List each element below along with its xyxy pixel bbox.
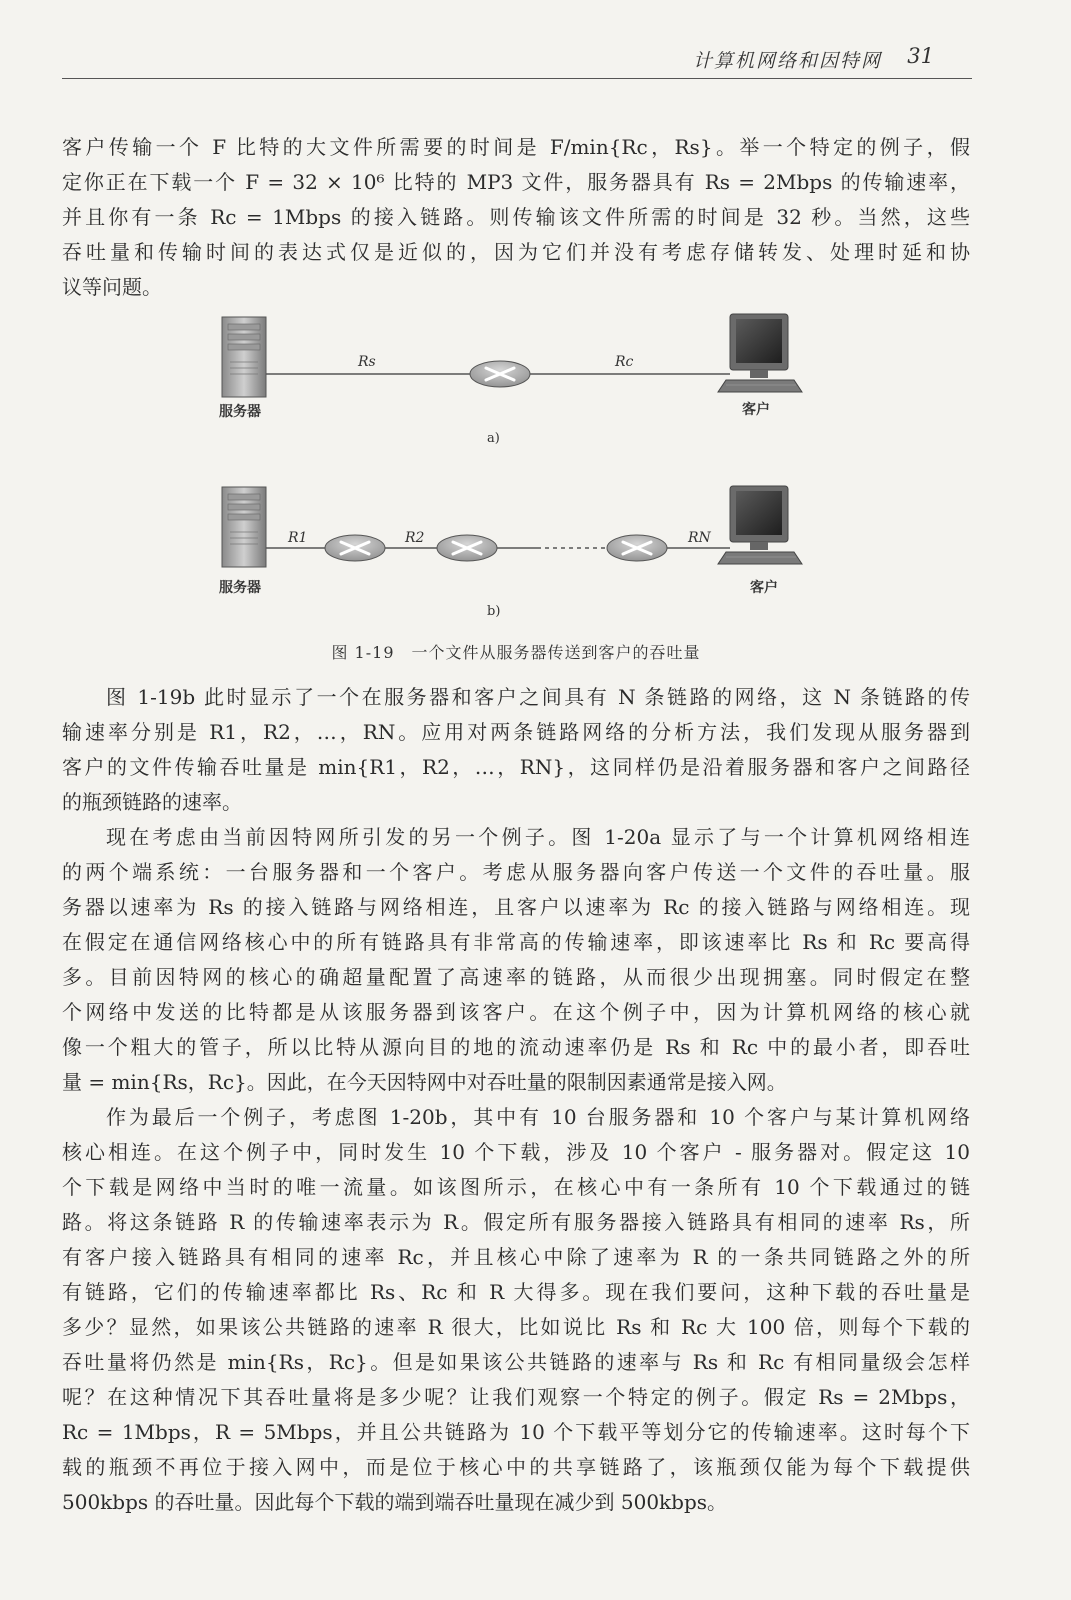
paragraph-4 [62, 1100, 970, 1520]
text-line: 务器以速率为 Rs 的接入链路与网络相连，且客户以速率为 Rc 的接入链路与网络相连。现 [62, 895, 970, 919]
text-line: 现在考虑由当前因特网所引发的另一个例子。图 1-20a 显示了与一个计算机网络相连 [106, 825, 970, 849]
rate-label-rn: RN [688, 530, 711, 546]
text-line: 并且你有一条 Rc = 1Mbps 的接入链路。则传输该文件所需的时间是 32 秒。当然，这些 [62, 205, 970, 229]
text-line: 呢？在这种情况下其吞吐量将是多少呢？让我们观察一个特定的例子。假定 Rs = 2Mbps， [62, 1385, 970, 1409]
text-line: 500kbps 的吞吐量。因此每个下载的端到端吞吐量现在减少到 500kbps。 [62, 1490, 728, 1514]
router-icon [325, 535, 385, 561]
paragraph-1 [62, 130, 970, 305]
client-computer-icon [718, 486, 802, 564]
router-icon [470, 361, 530, 387]
figure-1-19 [62, 312, 970, 687]
server-icon [222, 487, 266, 567]
text-line: 个下载是网络中当时的唯一流量。如该图所示，在核心中有一条所有 10 个下载通过的链 [62, 1175, 970, 1199]
server-icon [222, 317, 266, 397]
book-title: 计算机网络和因特网 [692, 50, 882, 72]
text-line: 在假定在通信网络核心中的所有链路具有非常高的传输速率，即该速率比 Rs 和 Rc 要高得 [62, 930, 970, 954]
subfigure-label-a: a) [487, 431, 500, 446]
text-line: 载的瓶颈不再位于接入网中，而是位于核心中的共享链路了，该瓶颈仅能为每个下载提供 [62, 1455, 970, 1479]
server-label: 服务器 [219, 580, 261, 596]
text-line: 个网络中发送的比特都是从该服务器到该客户。在这个例子中，因为计算机网络的核心就 [62, 1000, 970, 1024]
text-line: 作为最后一个例子，考虑图 1-20b，其中有 10 台服务器和 10 个客户与某计算机网络 [106, 1105, 970, 1129]
subfigure-label-b: b) [487, 604, 501, 619]
text-line: 的瓶颈链路的速率。 [62, 790, 242, 814]
network-diagram [62, 312, 970, 642]
text-line: 多。目前因特网的核心的确超量配置了高速率的链路，从而很少出现拥塞。同时假定在整 [62, 965, 970, 989]
text-line: 路。将这条链路 R 的传输速率表示为 R。假定所有服务器接入链路具有相同的速率 Rs，所 [62, 1210, 970, 1234]
paragraph-3 [62, 820, 970, 1100]
diagram-a [219, 314, 802, 446]
client-computer-icon [718, 314, 802, 392]
text-line: 图 1-19b 此时显示了一个在服务器和客户之间具有 N 条链路的网络，这 N 条链路的传 [106, 685, 970, 709]
client-label: 客户 [750, 580, 778, 596]
client-label: 客户 [742, 402, 770, 418]
router-icon [437, 535, 497, 561]
figure-caption: 图 1-19 一个文件从服务器传送到客户的吞吐量 [331, 643, 701, 662]
rate-label-r2: R2 [405, 530, 425, 546]
text-line: 客户的文件传输吞吐量是 min{R1，R2，…，RN}，这同样仍是沿着服务器和客户之间路径 [62, 755, 970, 779]
text-line: 输速率分别是 R1，R2，…，RN。应用对两条链路网络的分析方法，我们发现从服务器到 [62, 720, 970, 744]
diagram-b [219, 486, 802, 619]
text-line: 的两个端系统：一台服务器和一个客户。考虑从服务器向客户传送一个文件的吞吐量。服 [62, 860, 970, 884]
text-line: 有链路，它们的传输速率都比 Rs、Rc 和 R 大得多。现在我们要问，这种下载的吞吐量是 [62, 1280, 970, 1304]
text-line: 有客户接入链路具有相同的速率 Rc，并且核心中除了速率为 R 的一条共同链路之外的所 [62, 1245, 970, 1269]
text-line: 议等问题。 [62, 275, 162, 299]
text-line: 多少？显然，如果该公共链路的速率 R 很大，比如说比 Rs 和 Rc 大 100 倍，则每个下载的 [62, 1315, 970, 1339]
text-line: Rc = 1Mbps，R = 5Mbps，并且公共链路为 10 个下载平等划分它的传输速率。这时每个下 [62, 1420, 970, 1444]
text-line: 吞吐量和传输时间的表达式仅是近似的，因为它们并没有考虑存储转发、处理时延和协 [62, 240, 970, 264]
text-line: 核心相连。在这个例子中，同时发生 10 个下载，涉及 10 个客户 - 服务器对。假定这 10 [62, 1140, 970, 1164]
rate-label-rc: Rc [615, 354, 634, 370]
router-icon [607, 535, 667, 561]
text-line: 像一个粗大的管子，所以比特从源向目的地的流动速率仍是 Rs 和 Rc 中的最小者，即吞吐 [62, 1035, 970, 1059]
text-line: 定你正在下载一个 F = 32 × 10⁶ 比特的 MP3 文件，服务器具有 Rs = 2Mbps 的传输速率， [62, 170, 970, 194]
rate-label-r1: R1 [288, 530, 308, 546]
rate-label-rs: Rs [358, 354, 376, 370]
text-line: 吞吐量将仍然是 min{Rs，Rc}。但是如果该公共链路的速率与 Rs 和 Rc 有相同量级会怎样 [62, 1350, 970, 1374]
running-header [62, 40, 972, 79]
page-number: 31 [907, 44, 934, 68]
text-line: 客户传输一个 F 比特的大文件所需要的时间是 F/min{Rc，Rs}。举一个特定的例子，假 [62, 135, 970, 159]
text-line: 量 = min{Rs，Rc}。因此，在今天因特网中对吞吐量的限制因素通常是接入网。 [62, 1070, 787, 1094]
server-label: 服务器 [219, 404, 261, 420]
paragraph-2 [62, 680, 970, 820]
